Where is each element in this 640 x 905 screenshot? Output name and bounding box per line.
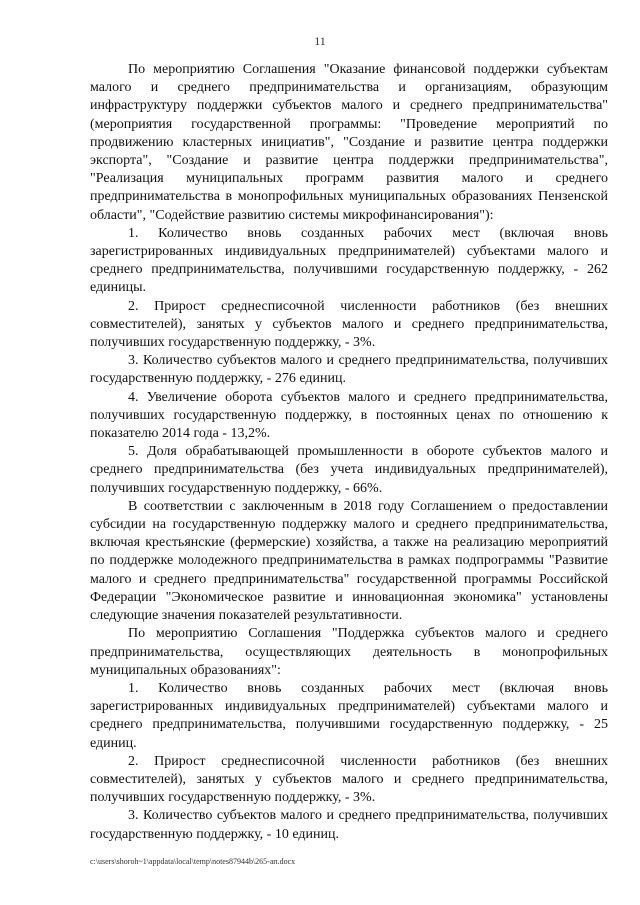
paragraph: В соответствии с заключенным в 2018 году Соглашением о предоставлении субсидии на государственную поддержку малого и среднего предпринимательства, включая крестьянские (фермерские) хозяйства, а также на реализацию мероприятий по поддержке молодежного предпринимательства в рамках подпрограммы "Развитие малого и среднего предпринимательства" государственной программы Российской Федерации "Экономическое развитие и инновационная экономика" установлены следующие значения показателей результативности. (90, 498, 608, 624)
paragraph: 1. Количество вновь созданных рабочих мест (включая вновь зарегистрированных индивидуальных предпринимателей) субъектами малого и среднего предпринимательства, получившими государственную поддержку, - 262 единицы. (90, 225, 608, 296)
paragraph: 3. Количество субъектов малого и среднего предпринимательства, получивших государственную поддержку, - 276 единиц. (90, 353, 608, 387)
footer-file-path: c:\users\shoroh~1\appdata\local\temp\notes87944b\265-ап.docx (90, 857, 296, 866)
paragraph: 5. Доля обрабатывающей промышленности в обороте субъектов малого и среднего предпринимательства (без учета индивидуальных предпринимателей), получивших государственную поддержку, - 66%. (90, 444, 608, 496)
paragraph: 2. Прирост среднесписочной численности работников (без внешних совместителей), занятых у субъектов малого и среднего предпринимательства, получивших государственную поддержку, - 3%. (90, 753, 608, 806)
paragraph: 3. Количество субъектов малого и среднего предпринимательства, получивших государственную поддержку, - 10 единиц. (90, 808, 608, 842)
paragraph: По мероприятию Соглашения "Оказание финансовой поддержки субъектам малого и среднего предпринимательства и организациям, образующим инфраструктуру поддержки субъектов малого и среднего предпринимательства" (мероприятия государственной программы: "Проведение мероприятий по продвижению кластерных инициатив", "Создание и развитие центра поддержки экспорта", "Создание и развитие центра поддержки предпринимательства", "Реализация муниципальных программ развития малого и среднего предпринимательства в монопрофильных муниципальных образованиях Пензенской области", "Содействие развитию системы микрофинансирования"): (90, 62, 608, 223)
page-number: 11 (314, 34, 326, 48)
paragraph: 2. Прирост среднесписочной численности работников (без внешних совместителей), занятых у субъектов малого и среднего предпринимательства, получивших государственную поддержку, - 3%. (90, 298, 608, 351)
paragraph: 1. Количество вновь созданных рабочих мест (включая вновь зарегистрированных индивидуальных предпринимателей) субъектами малого и среднего предпринимательства, получившими государственную поддержку, - 25 единиц. (90, 680, 608, 751)
paragraph: По мероприятию Соглашения "Поддержка субъектов малого и среднего предпринимательства, осуществляющих деятельность в монопрофильных муниципальных образованиях": (90, 626, 608, 678)
document-body (90, 61, 608, 844)
paragraph: 4. Увеличение оборота субъектов малого и среднего предпринимательства, получивших государственную поддержку, в постоянных ценах по отношению к показателю 2014 года - 13,2%. (90, 389, 608, 442)
